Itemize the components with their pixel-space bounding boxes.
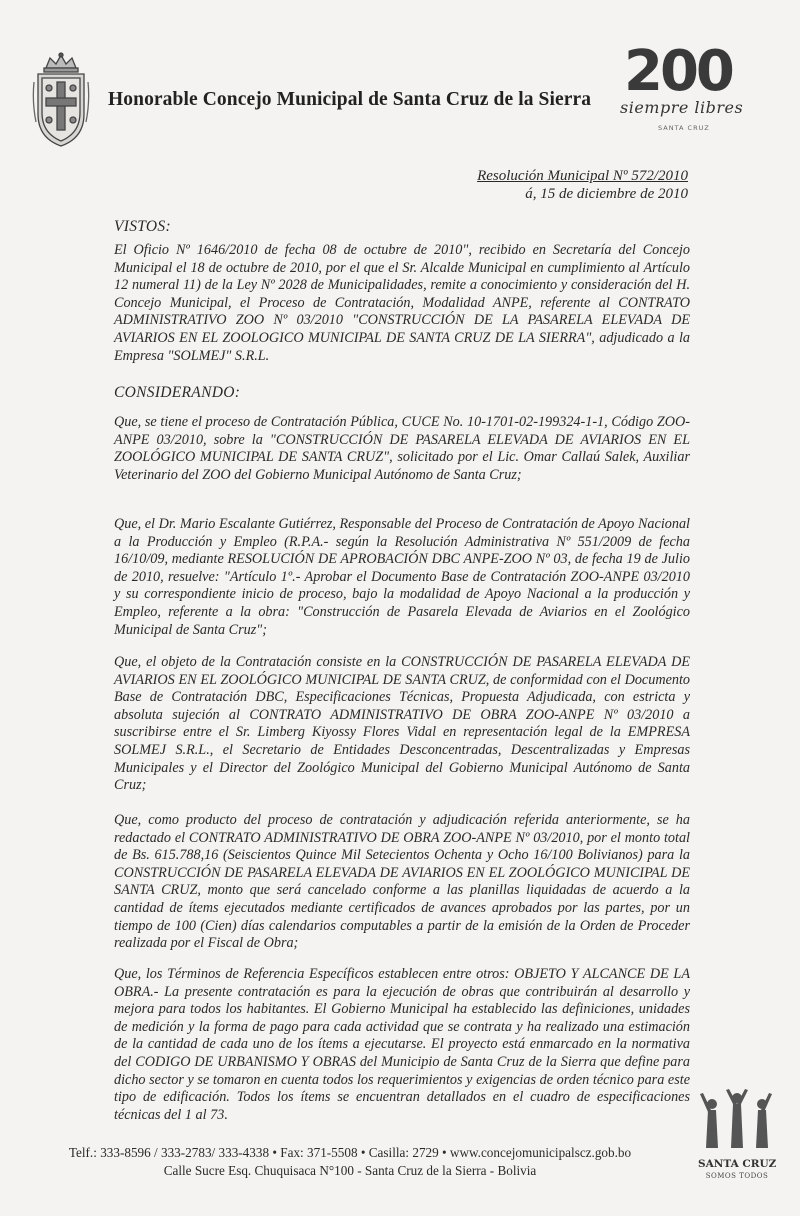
organization-title: Honorable Concejo Municipal de Santa Cruz de la Sierra xyxy=(108,89,592,110)
resolution-number: Resolución Municipal Nº 572/2010 xyxy=(477,168,688,184)
santa-cruz-logo-title: SANTA CRUZ xyxy=(698,1158,777,1170)
bicentennial-city: SANTA CRUZ xyxy=(658,124,710,132)
footer-contact: Telf.: 333-8596 / 333-2783/ 333-4338 • Fax: 371-5508 • Casilla: 2729 • www.concejomunicipalscz.gob.bo xyxy=(68,1145,632,1160)
santa-cruz-logo xyxy=(698,1088,776,1183)
bicentennial-number: 200 xyxy=(624,39,732,104)
considerando-paragraph-3: Que, el objeto de la Contratación consiste en la CONSTRUCCIÓN DE PASARELA ELEVADA DE AVIARIOS EN EL ZOOLÓGICO MUNICIPAL DE SANTA CRUZ, de conformidad con el Documento Base de Contratación DBC, Especificaciones Técnicas, Propuesta Adjudicada, con estricta y absoluta sujeción al CONTRATO ADMINISTRATIVO DE OBRA ZOO-ANPE Nº 03/2010 a suscribirse entre el Sr. Limberg Kiyossy Flores Vidal en representación legal de la EMPRESA SOLMEJ S.R.L., el Secretario de Entidades Desconcentradas, Descentralizadas y Empresas Municipales y el Director del Zoológico Municipal del Gobierno Municipal Autónomo de Santa Cruz; xyxy=(114,654,690,794)
considerando-paragraph-1: Que, se tiene el proceso de Contratación Pública, CUCE No. 10-1701-02-199324-1-1, Código ZOO-ANPE 03/2010, sobre la "CONSTRUCCIÓN DE PASARELA ELEVADA DE AVIARIOS EN EL ZOOLÓGICO MUNICIPAL DE SANTA CRUZ", solicitado por el Lic. Omar Callaú Salek, Auxiliar Veterinario del ZOO del Gobierno Municipal Autónomo de Santa Cruz; xyxy=(114,414,690,483)
considerando-paragraph-2: Que, el Dr. Mario Escalante Gutiérrez, Responsable del Proceso de Contratación de Apoyo Nacional a la Producción y Empleo (R.P.A.- según la Resolución Administrativa Nº 551/2009 de fecha 16/10/09, mediante RESOLUCIÓN DE APROBACIÓN DBC ANPE-ZOO Nº 03, de fecha 19 de Julio de 2010, resuelve: "Artículo 1º.- Aprobar el Documento Base de Contratación ZOO-ANPE 03/2010 y su correspondiente inicio de proceso, bajo la modalidad de Apoyo Nacional a la producción y Empleo, referente a la obra: "Construcción de Pasarela Elevada de Aviarios en el Zoológico Municipal de Santa Cruz"; xyxy=(114,516,690,638)
vistos-heading: VISTOS: xyxy=(114,218,171,235)
considerando-paragraph-4: Que, como producto del proceso de contratación y adjudicación referida anteriormente, se ha redactado el CONTRATO ADMINISTRATIVO DE OBRA ZOO-ANPE Nº 03/2010, por el monto total de Bs. 615.788,16 (Seiscientos Quince Mil Setecientos Ochenta y Ocho 16/100 Bolivianos) para la CONSTRUCCIÓN DE PASARELA ELEVADA DE AVIARIOS EN EL ZOOLÓGICO MUNICIPAL DE SANTA CRUZ, monto que será cancelado conforme a las planillas liquidadas de acuerdo a la cantidad de ítems ejecutados mediante certificados de avances aprobados por las partes, por un tiempo de 100 (Cien) días calendarios computables a partir de la emisión de la Orden de Proceder realizada por el Fiscal de Obra; xyxy=(114,812,690,952)
bicentennial-logo xyxy=(618,39,758,138)
bicentennial-slogan: siempre libres xyxy=(620,98,744,117)
coat-of-arms-icon xyxy=(32,52,90,150)
considerando-heading: CONSIDERANDO: xyxy=(114,384,241,401)
resolution-date: á, 15 de diciembre de 2010 xyxy=(525,186,688,202)
considerando-paragraph-5: Que, los Términos de Referencia Específicos establecen entre otros: OBJETO Y ALCANCE DE LA OBRA.- La presente contratación es para la ejecución de obras que contribuirán al desarrollo y mejora para todos los habitantes. El Gobierno Municipal ha establecido las definiciones, unidades de medición y la forma de pago para cada actividad que se contrata y ha realizado una estimación de la cantidad de cada uno de los ítems a ejecutarse. El proyecto está enmarcado en la normativa del CODIGO DE URBANISMO Y OBRAS del Municipio de Santa Cruz de la Sierra que define para dicho sector y se tomaron en cuenta todos los requerimientos y exigencias de orden técnico para este tipo de edificación. Todos los ítems se encuentran detallados en el cuadro de especificaciones técnicas del 1 al 73. xyxy=(114,966,690,1123)
footer-address: Calle Sucre Esq. Chuquisaca N°100 - Santa Cruz de la Sierra - Bolivia xyxy=(163,1163,537,1178)
santa-cruz-logo-subtitle: SOMOS TODOS xyxy=(705,1172,769,1180)
vistos-paragraph: El Oficio Nº 1646/2010 de fecha 08 de octubre de 2010", recibido en Secretaría del Concejo Municipal el 18 de octubre de 2010, por el que el Sr. Alcalde Municipal en cumplimiento al Artículo 12 numeral 11) de la Ley Nº 2028 de Municipalidades, remite a conocimiento y consideración del H. Concejo Municipal, el Proceso de Contratación, Modalidad ANPE, referente al CONTRATO ADMINISTRATIVO ZOO Nº 03/2010 "CONSTRUCCIÓN DE LA PASARELA ELEVADA DE AVIARIOS EN EL ZOOLOGICO MUNICIPAL DE SANTA CRUZ DE LA SIERRA", adjudicado a la Empresa "SOLMEJ" S.R.L. xyxy=(114,242,690,364)
people-figures-icon xyxy=(698,1088,776,1158)
